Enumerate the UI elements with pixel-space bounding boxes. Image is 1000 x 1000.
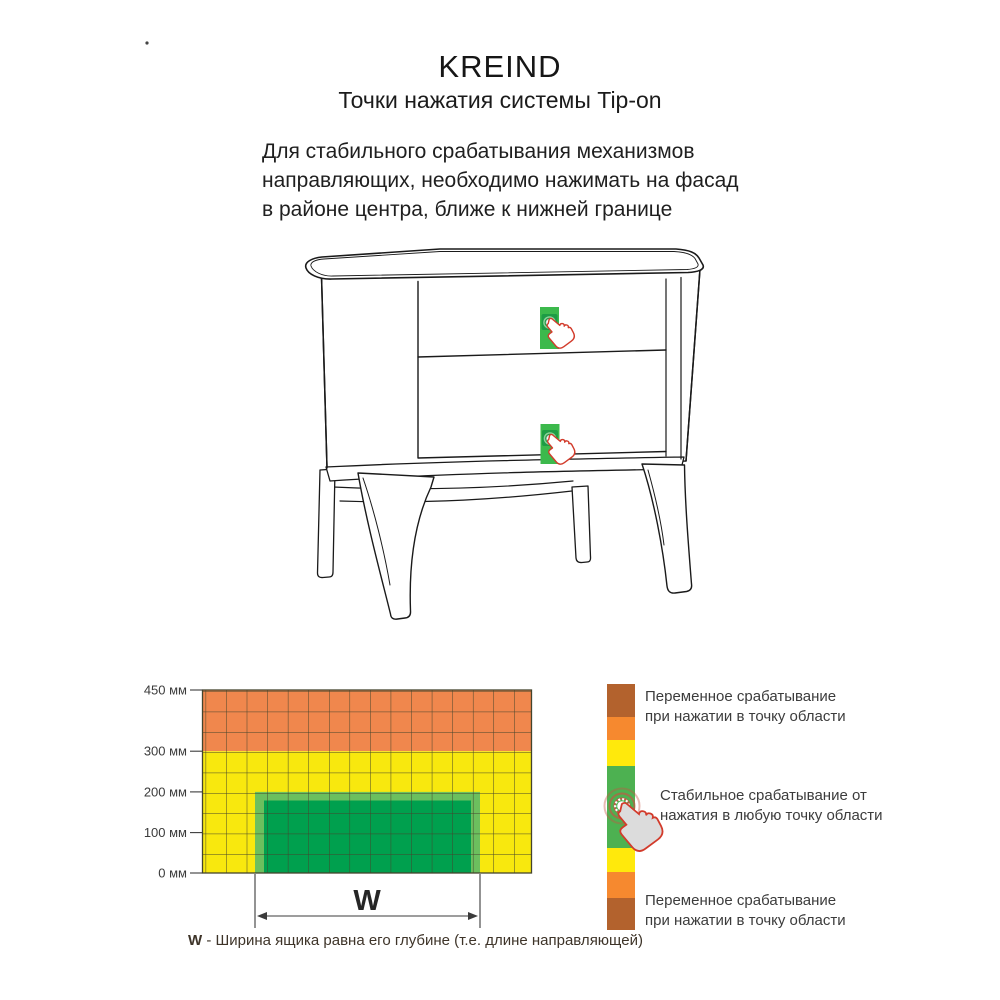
cabinet-body [322,269,701,468]
legend-item-variable-top: Переменное срабатывание при нажатии в точку области [645,688,846,725]
legend-color-bar [605,684,663,930]
intro-line: направляющих, необходимо нажимать на фасад [262,169,739,192]
legend-item-variable-bottom: Переменное срабатывание при нажатии в точку области [645,892,846,929]
width-note: W - Ширина ящика равна его глубине (т.е. длине направляющей) [188,932,643,949]
grid-lines [203,690,532,873]
zone-chart [144,683,532,929]
stray-dot [145,41,148,44]
y-axis [190,690,203,873]
back-right-leg [572,486,591,563]
tick-100: 100 мм [143,825,187,841]
arrow-right [468,912,478,920]
w-label: W [353,885,381,917]
intro-line: в районе центра, ближе к нижней границе [262,198,673,221]
arrow-left [257,912,267,920]
tick-200: 200 мм [143,784,187,800]
front-left-leg [358,473,434,619]
front-right-leg [642,464,692,593]
brand-title: KREIND [438,49,562,84]
page-title: Точки нажатия системы Tip-on [338,87,662,113]
back-left-leg [318,469,336,578]
tick-0: 0 мм [158,865,187,881]
nightstand-drawing [306,249,704,619]
tick-450: 450 мм [143,682,187,698]
legend-item-stable: Стабильное срабатывание от нажатия в любую точку области [660,787,883,824]
tick-300: 300 мм [143,743,187,759]
intro-line: Для стабильного срабатывания механизмов [262,140,695,163]
